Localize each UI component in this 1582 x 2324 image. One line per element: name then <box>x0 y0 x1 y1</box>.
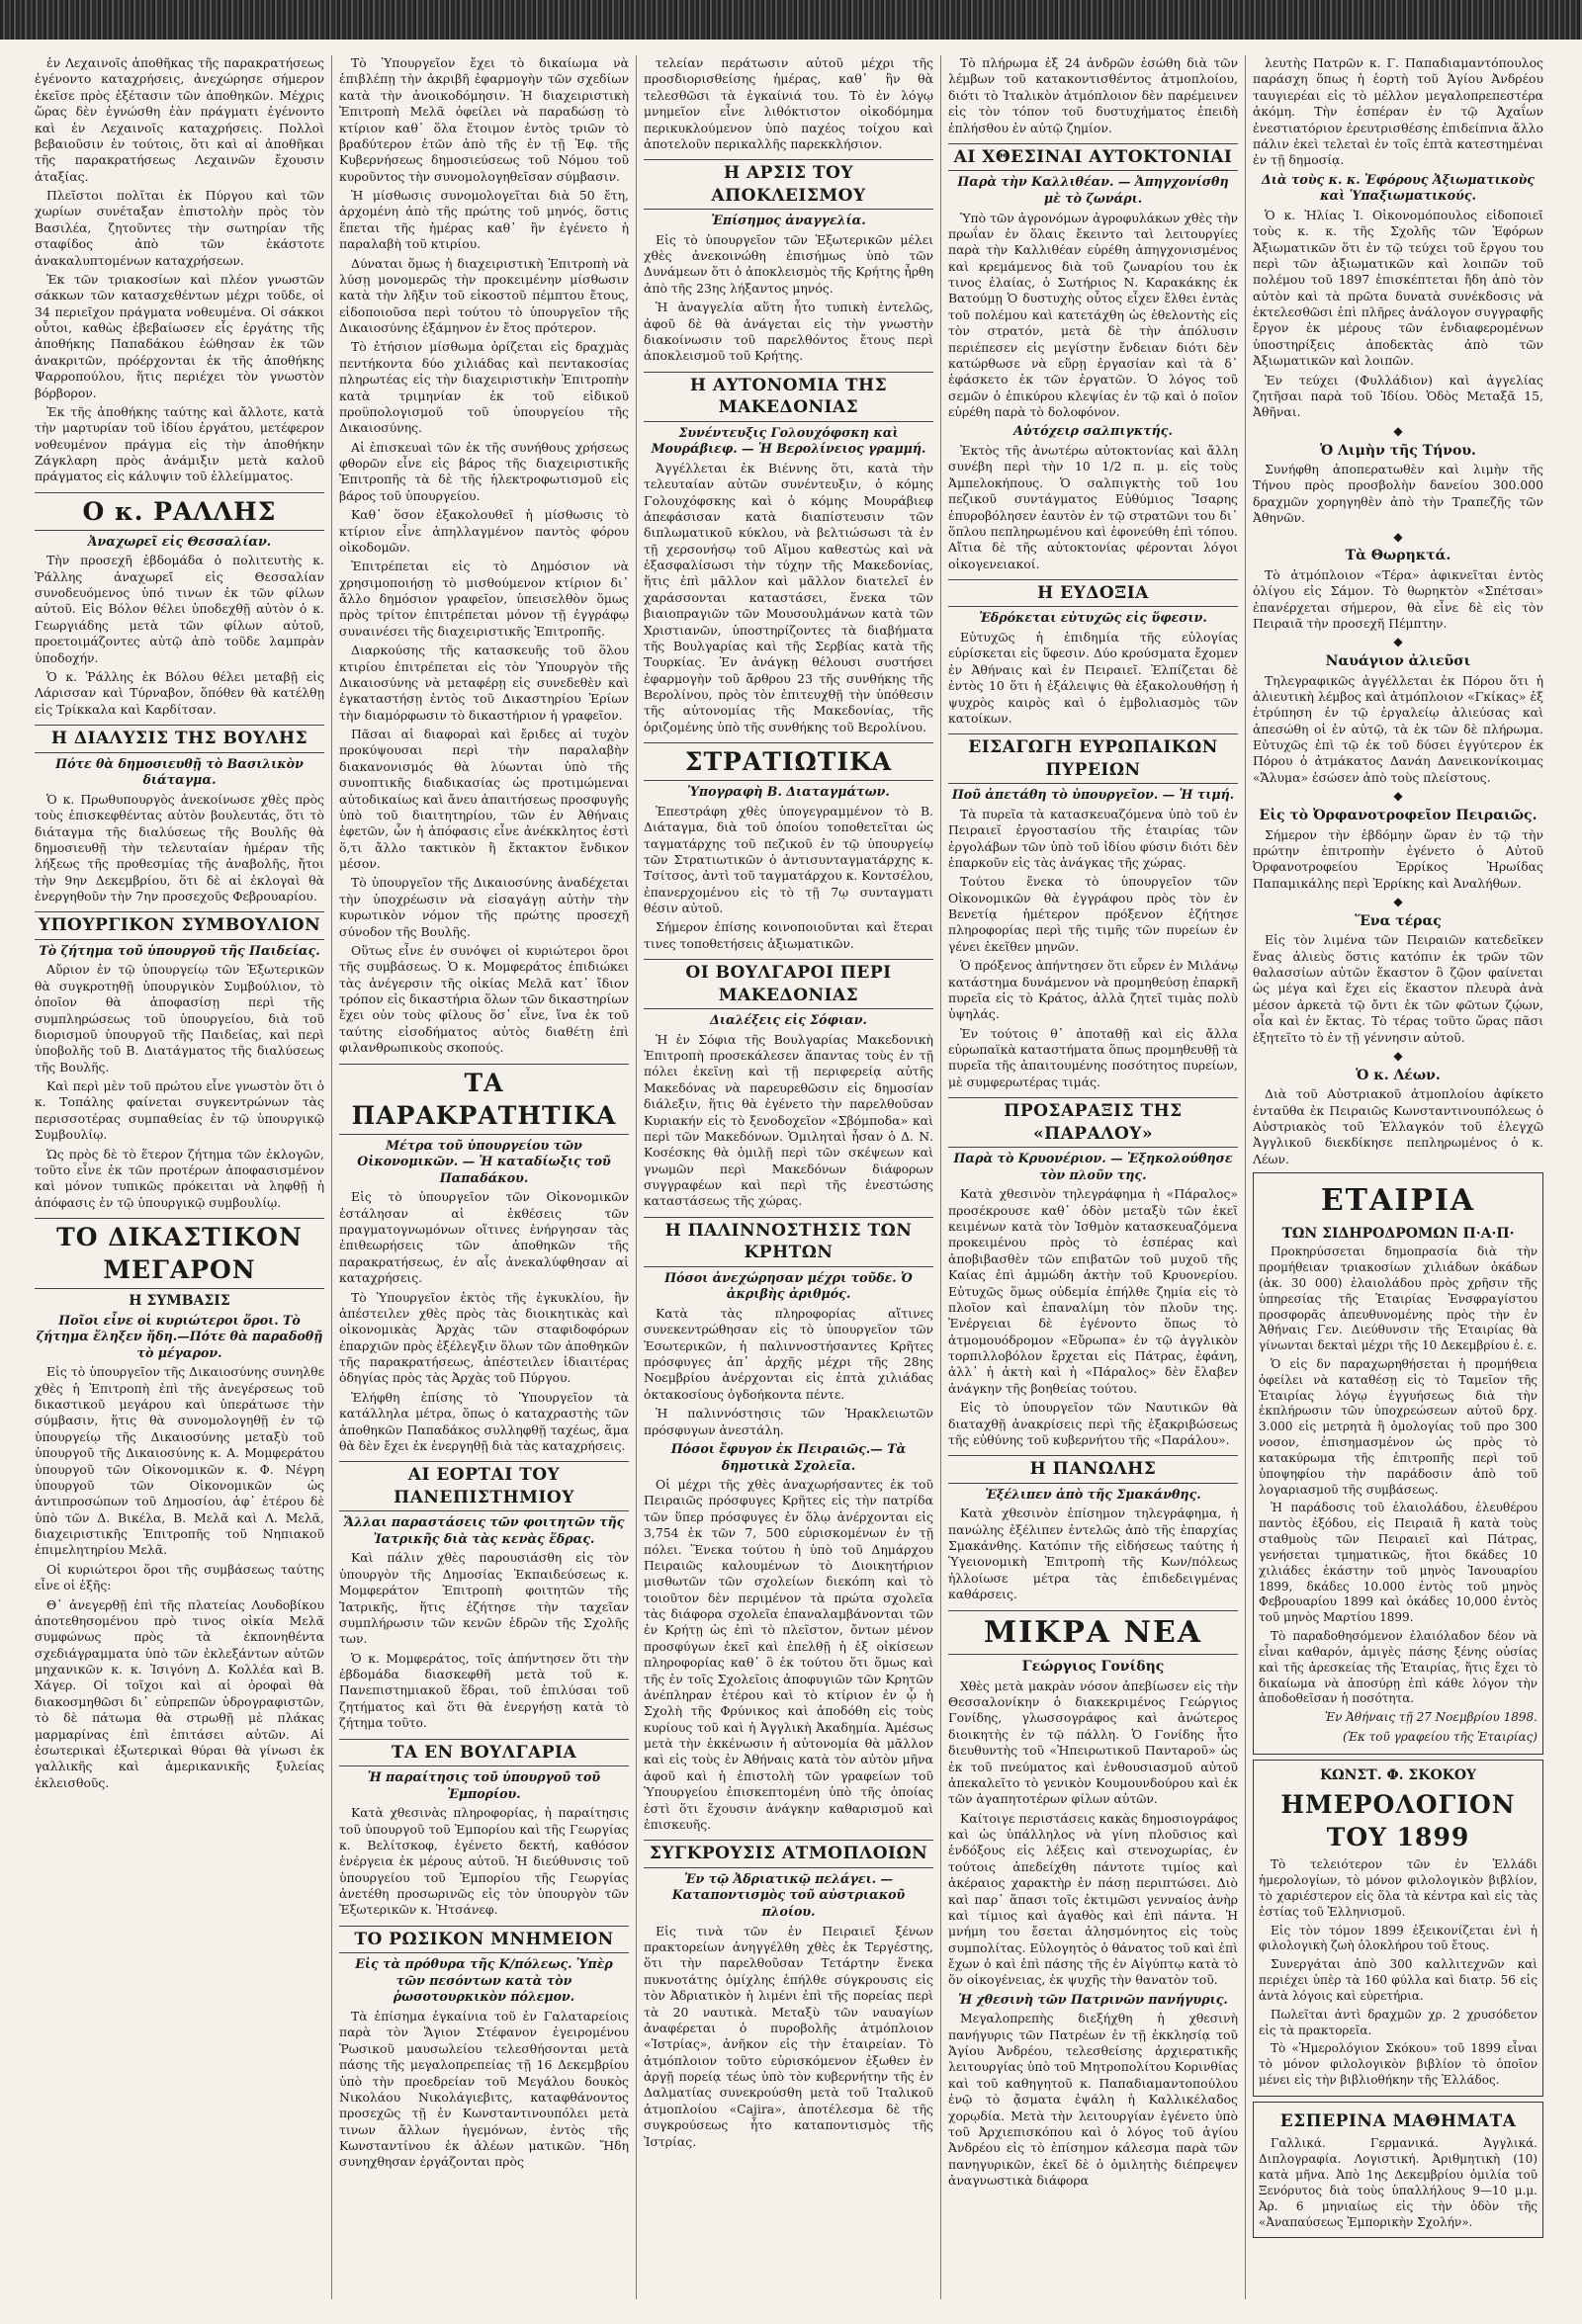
article-text: Κατὰ χθεσινὸν ἐπίσημον τηλεγράφημα, ἡ πανώλης ἐξέλιπεν ἐντελῶς ἀπὸ τῆς ἐπαρχίας Σμακάνθης. Κατόπιν τῆς εἰδήσεως ταύτης ἡ Ὑγειονομικὴ Ἐπιτροπὴ τῆς Κων/πόλεως ἠλλοίωσε μέτρα τὰς ἐπιδεδειγμένας καθάρσεις. <box>948 1506 1238 1602</box>
article-text: Εἰς τὸ ὑπουργεῖον τῶν Ἐξωτερικῶν μέλει χθὲς ἀνεκοινώθη ἐπισήμως ὑπὸ τῶν Δυνάμεων ὅτι ὁ ἀποκλεισμὸς τῆς Κρήτης ἦρθη ἀπὸ τῆς 23ης λήξαντος μηνός. <box>644 231 933 296</box>
headline-stratiotika: ΣΤΡΑΤΙΩΤΙΚΑ <box>644 742 933 781</box>
diamond-separator-icon: ◆ <box>1393 789 1403 804</box>
article-text: Ἐπιτρέπεται εἰς τὸ Δημόσιον νὰ χρησιμοποιήσῃ τὸ μισθούμενον κτίριον δι᾽ ἄλλο δημόσιον γραφεῖον, ὑπεισελθὸν ὅμως πρὸς τρίτον ἐπιτρέπεται μόνον τῇ ἐγγράφῳ συναινέσει τῆς διαχειριστικῆς Ἐπιτροπῆς. <box>339 559 629 639</box>
brief-title: Εἰς τὸ Ὀρφανοτροφεῖον Πειραιῶς. <box>1259 808 1538 824</box>
article-text: Εἰς τὸ ὑπουργεῖον τῆς Δικαιοσύνης συνηλθε χθὲς ἡ Ἐπιτροπὴ ἐπὶ τῆς ἀνεγέρσεως τοῦ δικαστικοῦ μεγάρου καὶ ὑπεράτωσε τὴν σύμβασιν, ἥτις θὰ συνομολογηθῇ ἐν τῷ ὑπουργείῳ τῆς Δικαιοσύνης μεταξὺ τοῦ ὑπουργοῦ τῆς Δικαιοσύνης κ. Α. Μομφεράτου ὑπουργοῦ τῶν Οἰκονομικῶν κ. Φ. Νέγρη ὑπουργοῦ τῶν Οἰκονομικῶν ὡς ἀντιπροσώπων τοῦ Δημοσίου, ἀφ᾽ ἑτέρου δὲ ὑπὸ τῶν Δ. Βικέλα, Β. Μελᾶ καὶ Λ. Μελᾶ, διαχειριστικῆς Ἐπιτροπῆς τοῦ Νηπιακοῦ ἐπιμελητηρίου Μελᾶ. <box>35 1364 324 1558</box>
article-text: Οὕτως εἶνε ἐν συνόψει οἱ κυριώτεροι ὅροι τῆς συμβάσεως. Ὁ κ. Μομφεράτος ἐπιδιώκει τὰς ἀνέγερσιν τῆς οἰκίας Μελᾶ κατ᾽ ἴδιον τρόπον εἰς δικαστήρια ὅλων τῶν δικαστηρίων ἔχει οὐν τοὺς φίλους ὅσ᾽ εἶνε, ἵνα ἐκ τοῦ ταύτης εἰσοδήματος αὐτὸς διαθέτῃ ἐπὶ φιλανθρωπικοὺς σκοπούς. <box>339 942 629 1056</box>
article-text: Καίτοιγε περιστάσεις κακὰς δημοσιογράφος καὶ ὡς ὑπάλληλος νὰ γίνη πλοῦσιος καὶ ἐνδόξους εἰς λέξεις καὶ στενοχωρίας, ἐν τούτοις ἀπεδείχθη πάντοτε τιμίος καὶ ἀκέραιος χαρακτὴρ ἐν πάσῃ περιπτώσει. Διὸ καὶ παρ᾽ ἅπασι τοῖς ἐκτιμῶσι γενναίος ἀνὴρ καὶ τίμιος καὶ ἀγαθὸς καὶ ἐπὶ πάντα. Ἡ μνήμη του ἔσεται ἀλησμόνητος εἰς τοὺς συμπολίτας. Εὐλογητὸς ὁ θάνατος τοῦ καὶ ἐπὶ ἔχων ὁ καὶ ἐπὶ πάσης τῆς ἐν Αἰγύπτῳ κατὰ τὸ ὅν οἰκογένειας, ἐκ ψυχῆς τὴν θανατὸν τοῦ. <box>948 1810 1238 1988</box>
article-text: Ὡς πρὸς δὲ τὸ ἕτερον ζήτημα τῶν ἐκλογῶν, τοῦτο εἶνε ἐκ τῶν προτέρων ἀποφασισμένον καὶ μόνον τυπικῶς πρόκειται νὰ ληφθῇ ἡ ἀπόφασις ἐν τῷ ὑπουργικῷ συμβουλίῳ. <box>35 1146 324 1210</box>
article-text: Τὰ ἐπίσημα ἐγκαίνια τοῦ ἐν Γαλαταρείοις παρὰ τὸν Ἅγιον Στέφανον ἐγειρομένου Ῥωσικοῦ μαυσωλείου τελεσθήσονται μετὰ πάσης τῆς μεγαλοπρεπείας τῇ 16 Δεκεμβρίου ὑπὸ τὴν προεδρείαν τοῦ Μεγάλου δουκὸς Νικολάου Νικολάγιεβιτς, καταφθάνοντος προσεχῶς τῇ ἐν Κωνσταντινουπόλει μετὰ τινων ἄλλων ἡγεμόνων, ἐντὸς τῆς Κωνσταντίνου ἐκ ἁλέων ματικῶν. Ἤδη συνηχθησαν ἐργάζονται πρὸς <box>339 2009 629 2170</box>
article-text: Κατὰ τὰς πληροφορίας αἵτινες συνεκεντρώθησαν εἰς τὸ ὑπουργεῖον τῶν Ἐσωτερικῶν, ἡ παλιννοστήσαντες Κρῆτες πρόσφυγες ἀπ᾽ ἀρχῆς μέχρι τῆς 28ης Νοεμβρίου ἀνέρχονται εἰς ἑπτὰ χιλιάδας ὀκτακοσίους ὀγδοήκοντα πέντε. <box>644 1305 933 1402</box>
subheadline: Μέτρα τοῦ ὑπουργείου τῶν Οἰκονομικῶν. — Ἡ καταδίωξις τοῦ Παπαδάκου. <box>357 1137 611 1185</box>
article-text: Ὁ κ. Ῥάλλης ἐκ Βόλου θέλει μεταβῇ εἰς Λάρισσαν καὶ Τύρναβον, ὅπόθεν θὰ κατέλθῃ εἰς Τρίκκαλα καὶ Καρδίτσαν. <box>35 668 324 717</box>
article-text: Τὸ ἀτμόπλοιον «Τέρα» ἀφικνεῖται ἐντὸς ὀλίγου εἰς Σάμον. Τὸ θωρηκτὸν «Σπέτσαι» ἐπανέρχεται σήμερον, θὰ εἶνε δὲ εἰς τὸν Πειραιᾶ τὴν προσεχῆ Πέμπτην. <box>1253 566 1543 631</box>
ad-text: Τὸ «Ἡμερολόγιον Σκόκου» τοῦ 1899 εἶναι τὸ μόνον φιλολογικὸν βιβλίον τὸ ὁποῖον μένει εἰς τὴν βιβλιοθήκην τῆς Ἑλλάδος. <box>1259 2041 1538 2088</box>
article-text: Αἱ ἐπισκευαὶ τῶν ἐκ τῆς συνήθους χρήσεως φθορῶν εἶνε εἰς βάρος τῆς διαχειριστικῆς Ἐπιτροπῆς τὰ δὲ τῆς ἡλεκτροφωτισμοῦ εἰς βάρος τοῦ ὑπουργείου. <box>339 439 629 503</box>
article-text: Σήμερον ἐπίσης κοινοποιοῦνται καὶ ἕτεραι τινες τοποθετήσεις ἀξιωματικῶν. <box>644 919 933 951</box>
article-text: Τὰ πυρεῖα τὰ κατασκευαζόμενα ὑπὸ τοῦ ἐν Πειραιεῖ ἐργοστασίου τῆς ἐταιρίας τῶν ἐργολάβων τῶν ὑπὸ τοῦ ἰδίου φύσιν διότι δὲν ἐπαρκοῦν εἰς τὰς ἀνάγκας τῆς χώρας. <box>948 806 1238 870</box>
headline-voulgaroi-makedonias: ΟΙ ΒΟΥΛΓΑΡΟΙ ΠΕΡΙ ΜΑΚΕΔΟΝΙΑΣ <box>644 959 933 1009</box>
subheadline: Ὑπογραφὴ Β. Διαταγμάτων. <box>687 784 890 800</box>
article-text: Ἐν τούτοις θ᾽ ἀποταθῇ καὶ εἰς ἄλλα εὐρωπαϊκὰ καταστήματα ὅπως προμηθευθῇ τὰ πυρεῖα τῆς ἀπαιτουμένης ποσότητος πυρείων, μὲ συμφερωτέρας τιμάς. <box>948 1025 1238 1089</box>
article-text: Οἱ μέχρι τῆς χθὲς ἀναχωρήσαντες ἐκ τοῦ Πειραιῶς πρόσφυγες Κρῆτες εἰς τὴν πατρίδα τῶν ὕπερ πρόσφυγες ἐν ὅλῳ ἀνέρχονται εἰς 3,754 ἐκ τῶν 7, 500 εὑρισκομένων ἐν τῇ πόλει. Ἕνεκα τούτου ἡ ὑπὸ τοῦ Δημάρχου Πειραιῶς καλουμένων τὸ Διοικητήριον μισθωτῶν τῶν σχολείων διεκόπη καὶ τὸ τοιοῦτον δὲν περιμένον τὰ πρώτα σχολεῖα τὰς διάφορα σχολεῖα ἐπαναλαμβάνονται τῶν ἐν Κρήτῃ ὡς ἐπὶ τὸ πλεῖστον, ὄντων μένον προσφύγων ἐκεῖ καὶ ἐπελθῇ ἡ ἐξ οἰκίσεων πληροφορίας καθ᾽ ὃ ἐκ τούτου ὅτι ὅμως καὶ τῆς ἐν τοῖς Σχολεῖοις ἀποφυγιῶν τῶν Κρητῶν ἀνέπληραν ἐτέρου καὶ τὸ κτίριον ἐν ᾧ ἡ Σχολὴ τῆς Φρύνικος καὶ ἀποδόθη εἰς τοὺς κυρίους τοῦ καὶ ἡ Ἀγγλικὴ Ἀκαδημία. Ἀμέσως μετὰ τὴν ἐκκένωσιν ἡ αὐτονομία θὰ μᾶλλον καὶ εἰς τοὺς ἐν Ἀθήναις κατὰ τὸν αὐτὸν μῆνα ἀφοῦ καὶ ἡ ἐπιστολὴ τῶν γραφείων τοῦ Ὑπουργείου ἐπισκεπτομένη ὑπὸ τῆς ὁποίας ἐστὶ ὅτι ἔχουσιν ἀνάγκην καθαρισμοῦ καὶ ἐπισκευῆς. <box>644 1477 933 1832</box>
article-text: Εἰς τὸ ὑπουργεῖον τῶν Οἰκονομικῶν ἐστάλησαν αἱ ἐκθέσεις τῶν πραγματογνωμόνων οἵτινες ἐνήργησαν τὰς ἐπιθεωρήσεις τῶν ἀποθηκῶν τῆς παρακρατήσεως, ἐν αἷς ἀνεκαλύφθησαν αἱ καταχρήσεις. <box>339 1189 629 1286</box>
headline-mikra-nea: ΜΙΚΡΑ ΝΕΑ <box>948 1610 1238 1656</box>
headline-autonomia-makedonias: Η ΑΥΤΟΝΟΜΙΑ ΤΗΣ ΜΑΚΕΔΟΝΙΑΣ <box>644 372 933 422</box>
article-text: λευτὴς Πατρῶν κ. Γ. Παπαδιαμαντόπουλος παράσχη ὅπως ἡ ἑορτὴ τοῦ Ἁγίου Ἀνδρέου ταυγιερέαι εἰς τὸ μέλλον μεγαλοπρεπεστέρα ἀκόμη. Τὴν ἑσπέραν ἐν τῷ Ἀχαΐων ἐνεστιατόριον ἐρευτρισθέσης ἐπιδείπνια ἄλλο πάλιν ἐκεὶ τελεταὶ ἐν τοῖς ἑπτὰ κατεστημέναι ἐν τῇ δημοσίᾳ. <box>1253 55 1543 168</box>
article-text: Σήμερον τὴν ἑβδόμην ὥραν ἐν τῷ τὴν πρώτην ἐπιτροπὴν ἐγένετο ὁ Αὐτοῦ Ὀρφανοτροφείου Ἐρρίκος Ἡρωίδας Παπαμικάλης περὶ Ἐρρίκης καὶ Ἀναλήθων. <box>1253 826 1543 891</box>
article-text: Ἐν τεύχει (Φυλλάδιον) καὶ ἀγγελίας ζητῆσαι παρὰ τοῦ Ἰδίου. Ὁδὸς Μεταξᾶ 15, Ἀθῆναι. <box>1253 372 1543 420</box>
ad-text: Γαλλικά. Γερμανικά. Ἀγγλικά. Διπλογραφία. Λογιστική. Ἀριθμητικὴ (10) κατὰ μῆνα. Ἀπὸ 1ης Δεκεμβρίου ὁμιλία τοῦ Ξενόρυτος διὰ τοὺς ὑπαλλήλους 9—10 μ.μ. Ἀρ. 6 μηνιαίως εἰς τὴν ὁδὸν τῆς «Ἀναπαύσεως Ἐμπορικὴν Σχολήν». <box>1259 2136 1538 2229</box>
diamond-separator-icon: ◆ <box>1393 529 1403 544</box>
diamond-separator-icon: ◆ <box>1393 635 1403 649</box>
ad-title: ΕΣΠΕΡΙΝΑ ΜΑΘΗΜΑΤΑ <box>1279 2110 1517 2131</box>
article-text: Ἀγγέλλεται ἐκ Βιέννης ὅτι, κατὰ τὴν τελευταίαν αὐτῶν συνέντευξιν, ὁ κόμης Γολουχόφσκης καὶ ὁ κόμης Μουράβιεφ ἀπεφάσισαν κατὰ διαπίστευσιν τῶν διπλωματικοῦ κύκλου, νὰ βελτιώσωσι τὰ ἐν τῇ χερσονήσῳ τοῦ Αἵμου καθεστὼς καὶ νὰ ἐξασφαλίσωσι τὴν τύχην τῆς Μακεδονίας, ἥτις ἐπὶ μᾶλλον καὶ μᾶλλον διατελεῖ ἐν χαράσσονται καταστάσει, ἕνεκα τῶν βιαιοπραγιῶν τῶν Μουσουλμάνων κατὰ τῶν Χριστιανῶν, ὑποστηρίζοντες τὰ διαβήματα τῆς Βουλγαρίας καὶ τῆς Σερβίας κατὰ τῆς Τουρκίας. Ἐν ἀνάγκῃ θέλουσι συστήσει ἐφαρμογὴν τοῦ ἄρθρου 23 τῆς συνθήκης τῆς Βερολίνου, πρὸς τὸν ἐπιτευχθῇ τὴν ὑπόθεσιν τῆς αὐτονομίας τῆς Μακεδονίας, τῆς ὁριζομένης ὑπὸ τῆς συνθήκης τοῦ Βερολίνου. <box>644 460 933 734</box>
diamond-separator-icon: ◆ <box>1393 1048 1403 1063</box>
article-text: Ἐκ τῶν τριακοσίων καὶ πλέον γνωστῶν σάκκων τῶν κατασχεθέντων μέχρι τοῦδε, οἱ 34 περιεῖχον πράγματα νοθευμένα. Οἱ σάκκοι οὗτοι, καθὼς ἐβεβαίωσεν εἷς ἐργάτης τῆς ἀποθήκης Παπαδάκου ἐώθησαν ἐκ τῶν ἀνακριτῶν, πρόέρχονται ἐκ τῆς ἀποθήκης Ψαρροπούλου, ἥτις περιέχει τὸν γνωστὸν βόρβορον. <box>35 271 324 400</box>
article-text: Τὸ ὑπουργεῖον τῆς Δικαιοσύνης ἀναδέχεται τὴν ὑποχρέωσιν νὰ εἰσαγάγῃ αὐτὴν τὴν κυρωτικὸν νόμον τῆς πρώτης προσεχῆ σύνοδον τῆς Βουλῆς. <box>339 875 629 939</box>
subheadline: Εἰς τὰ πρόθυρα τῆς Κ/πόλεως. Ὑπὲρ τῶν πεσόντων κατὰ τὸν ῥωσοτουρκικὸν πόλεμον. <box>355 1956 613 2005</box>
headline-eisagogi-pyreion: ΕΙΣΑΓΩΓΗ ΕΥΡΩΠΑΙΚΩΝ ΠΥΡΕΙΩΝ <box>948 733 1238 784</box>
column-2 <box>332 55 637 2299</box>
article-text: Ἡ μίσθωσις συνομολογεῖται διὰ 50 ἔτη, ἀρχομένη ἀπὸ τῆς πρώτης τοῦ μηνός, ὅστις ἕπεται τῆς ἡμέρας καθ᾽ ἣν ἐγένετο ἡ παραλαβὴ τοῦ κτιρίου. <box>339 188 629 252</box>
subheadline: Πότε θὰ δημοσιευθῇ τὸ Βασιλικὸν διάταγμα. <box>55 755 304 788</box>
article-text: Θ᾽ ἀνεγερθῇ ἐπὶ τῆς πλατείας Λουδοβίκου ἀποτεθησομένου πρὸ τινος οἰκία Μελᾶ συμφώνως πρὸς τὰ ἐκπονηθέντα σχεδιάγραμματα ὑπὸ τῶν ἐκλεξάντων αὐτῶν μηχανικῶν κ. κ. Ἰσιγόνη Δ. Κολλέα καὶ Β. Χάγερ. Οἱ τοῖχοι καὶ αἱ ὀροφαὶ θὰ διακοσμηθῶσι δι᾽ εὐπρεπῶν ὑδρογραφιστῶν, τὸ δὲ πάτωμα θὰ στρωθῇ μὲ πλάκας μαρμαρίνας ἐπὶ ἐπιτάσει αὐτῶν. Αἱ ἐσωτερικαὶ ἐξωτερικαὶ θύραι θὰ γίνωσι ἐκ γαλλικῆς καὶ ἀμερικανικῆς ξυλείας ἐκλεισθοῦς. <box>35 1596 324 1790</box>
article-text: Δύναται ὅμως ἡ διαχειριστικὴ Ἐπιτροπὴ νὰ λύσῃ μονομερῶς τὴν προκειμένην μίσθωσιν κατὰ τὴν λῆξιν τοῦ εἰκοστοῦ πέμπτου ἔτους, εἰδοποιοῦσα περὶ τούτου τὸ ὑπουργεῖον τῆς Δικαιοσύνης ἑξάμηνον ἐν ἔτος πρότερον. <box>339 255 629 335</box>
article-text: Συνήφθη ἀποπερατωθὲν καὶ λιμὴν τῆς Τήνου πρὸς προσβολὴν δανείου 300.000 δραχμῶν χορηγηθὲν ἀπὸ τὴν Τραπεζῆς τῶν Ἀθηνῶν. <box>1253 462 1543 526</box>
article-text: Τὸ ἐτήσιον μίσθωμα ὁρίζεται εἰς δραχμὰς πεντήκοντα δύο χιλιάδας καὶ πεντακοσίας πληρωτέας εἰς τὴν διαχειριστικὴν Ἐπιτροπὴν κατὰ τριμηνίαν ἐκ τοῦ εἰδικοῦ προϋπολογισμοῦ τοῦ ὑπουργείου τῆς Δικαιοσύνης. <box>339 339 629 436</box>
article-text: Ἐκ τῆς ἀποθήκης ταύτης καὶ ἄλλοτε, κατὰ τὴν μαρτυρίαν τοῦ ἰδίου ἐργάτου, μετέφερον νοθευμένον πράγμα εἰς τὴν ἀποθήκην Ζάγκλαρη πρὸς ἀνάμιξιν μετὰ καλοῦ πράγματος εἰς κάλυψιν τοῦ ἐλλείμματος. <box>35 403 324 484</box>
headline-ypourgikon-symvoulion: ΥΠΟΥΡΓΙΚΟΝ ΣΥΜΒΟΥΛΙΟΝ <box>35 911 324 939</box>
article-text: Ὑπὸ τῶν ἀγρονόμων ἀγροφυλάκων χθὲς τὴν πρωΐαν ἐν ὅλαις ἔκειντο ταὶ λειτουργίες παρὰ τὴν Καλλιθέαν εὑρέθη ἀπηγχονισμένος καὶ κρεμάμενος διὰ τοῦ ζωναρίου του ἐκ τινος ἐλαίας, ὁ Σωτήριος Ν. Καρακάκης ἐκ Βατούμῃ Ὁ δυστυχὴς οὗτος εἶχεν ἔλθει ἐντὰς τοῦ πολέμου καὶ κατετάχθη ὡς ἐθελοντὴς εἰς τὸν στρατόν, μετὰ δὲ τὴν ἀπόλυσιν περιέπεσεν εἰς μεγίστην ἔνδειαν διότι δὲν κατώρθωσε νὰ εὕρῃ ἐργασίαν καὶ τὰ δ᾽ ἐφάσκετο ἐκ τῶν ἐργατῶν. Ὁ λόγος τοῦ σεμῶν ὁ ἐπικύρου κλεψίας ἐν τῷ καὶ ὁ ποῖον εὑρέθη παρὰ τὸ δολοφόνον. <box>948 210 1238 420</box>
article-text: Διὰ τοῦ Αὐστριακοῦ ἀτμοπλοίου ἀφίκετο ἐνταῦθα ἐκ Πειραιῶς Κωνσταντινουπόλεως ὁ Αὐστριακὸς τοῦ Ἐλλαγκόν τοῦ ἐλεγχῶ Ἀγγλικοῦ διεκδίκησε πεπληρωμένος ὁ κ. Λέων. <box>1253 1086 1543 1166</box>
headline-eortai-panepistimiou: ΑΙ ΕΟΡΤΑΙ ΤΟΥ ΠΑΝΕΠΙΣΤΗΜΙΟΥ <box>339 1461 629 1511</box>
article-text: Τὸ πλήρωμα ἐξ 24 ἀνδρῶν ἐσώθη διὰ τῶν λέμβων τοῦ κατακοντισθέντος ἀτμοπλοίου, διότι τὸ Ἰταλικὸν ἀτμόπλοιον δὲν παρέμεινεν εἰς τὸν τόπον τοῦ δυστυχήματος ἐπειδὴ ἐπλήσθου ἐν αὐτῷ ζημίον. <box>948 55 1238 135</box>
article-text: Τὴν προσεχῆ ἑβδομάδα ὁ πολιτευτὴς κ. Ῥάλλης ἀναχωρεῖ εἰς Θεσσαλίαν συνοδευόμενος ὑπό τινων ἐκ τῶν φίλων αὐτοῦ. Εἰς Βόλον θέλει ὑποδεχθῇ αὐτὸν ὁ κ. Γεωργιάδης μετὰ τῶν φίλων αὐτοῦ, προετοιμάζοντες αὐτῷ ἀπὸ τοῦδε λαμπρὰν ὑποδοχήν. <box>35 553 324 665</box>
subheadline: Πόσοι ἀνεχώρησαν μέχρι τοῦδε. Ὁ ἀκριβὴς ἀριθμός. <box>664 1269 913 1302</box>
brief-title: Ἕνα τέρας <box>1355 912 1442 929</box>
article-text: Καὶ περὶ μὲν τοῦ πρώτου εἶνε γνωστὸν ὅτι ὁ κ. Τοπάλης φαίνεται συγκεντρώνων τὰς περισσοτέρας συμπαθείας ἐν τῷ ὑπουργικῷ Συμβουλίῳ. <box>35 1078 324 1143</box>
article-text: Πᾶσαι αἱ διαφοραὶ καὶ ἔριδες αἱ τυχὸν προκύψουσαι περὶ τὴν παραλαβὴν διακανονισμός θὰ λύωνται ὑπὸ τῆς συνοπτικῆς διαδικασίας ὡς προτιμώμεναι αὐτοδικαίως καὶ ἄνευ ἀπαιτήσεως προσφυγῆς ὑπὸ τοῦ διαιτητηρίου, τῶν ἐν Ἀθήναις ἐφετῶν, ὧν ἡ ἀπόφασις εἶνε ἀνέκκλητος ἐστὶ ὅ,τι ἄλλο τακτικὸν ἢ ἔκτακτον ἔνδικον μέσον. <box>339 727 629 871</box>
subheadline: Τὸ ζήτημα τοῦ ὑπουργοῦ τῆς Παιδείας. <box>39 942 320 958</box>
advertisement-imerologion <box>1253 1760 1543 2097</box>
subheadline: Ποῖοι εἶνε οἱ κυριώτεροι ὅροι. Τὸ ζήτημα ἔληξεν ἤδη.—Πότε θὰ παραδοθῇ τὸ μέγαρον. <box>36 1312 323 1360</box>
article-text: Ἐπεστράφη χθὲς ὑπογεγραμμένον τὸ Β. Διάταγμα, διὰ τοῦ ὁποίου τοποθετεῖται ὡς ταγματάρχης τοῦ πεζικοῦ ἐν τῷ ὑπουργείῳ τῶν Στρατιωτικῶν ὁ ἀντισυνταγματάρχης κ. Τσίτσος, ἀντὶ τοῦ ταγματάρχου κ. Κοντσέλου, ἐπανερχομένου εἰς τὸ τῇ 7ῳ συνταγματι θέσιν αὐτοῦ. <box>644 803 933 916</box>
article-text: Καὶ πάλιν χθὲς παρουσιάσθη εἰς τὸν ὑπουργὸν τῆς Δημοσίας Ἐκπαιδεύσεως κ. Μομφεράτον Ἐπιτροπὴ φοιτητῶν τῆς Ἰατρικῆς, ἥτις ἐζήτησε τὴν ταχεῖαν συμπλήρωσιν τῶν κενῶν ἑδρῶν τῆς Σχολῆς των. <box>339 1550 629 1647</box>
article-text: Εὐτυχῶς ἡ ἐπιδημία τῆς εὐλογίας εὑρίσκεται εἰς ὕφεσιν. Δύο κρούσματα ἔχομεν ἐν Ἀθήναις καὶ ἐν Πειραιεῖ. Ἐλπίζεται δὲ ἐντὸς 10 ὅτι ἡ ἐξάλειψις θὰ ἐξακολουθήσῃ ἡ ψυχρὸς καιρὸς καὶ ὁ ἐμβολιασμὸς τῶν κατοίκων. <box>948 630 1238 726</box>
article-text: Ἡ ἀναγγελία αὕτη ἦτο τυπικὴ ἐντελῶς, ἀφοῦ δὲ θὰ ἀνάγεται εἰς τὴν γνωστὴν διακοίνωσιν τοῦ παρελθόντος ἔτους περὶ ἀποκλεισμοῦ τοῦ Κρήτης. <box>644 300 933 364</box>
ad-publisher: ΚΩΝΣΤ. Φ. ΣΚΟΚΟΥ <box>1319 1766 1477 1783</box>
article-text: Τηλεγραφικῶς ἀγγέλλεται ἐκ Πόρου ὅτι ἡ ἀλιευτικὴ λέμβος καὶ ἀτμόπλοιον «Γκίκας» ἐξ ἐτρύπηση ἐν τῷ ἐργαλείῳ ἀλιεύσας καὶ ἀπεσώθη οἱ ἐν αὐτῷ, τὰ ἐκ τῶν δὲ πλήρωμα. Εὐτυχῶς ἐπὶ τῷ ἐκ τοῦ δύσει ἐγγύτερον ἐκ Πόρου ὁ ἀτμάκατος Δανάη Δανεικονίκοιμας «Ἄλυμα» ἐσώσεν ἀπὸ τοὺς πλείστους. <box>1253 672 1543 785</box>
headline-rallis: Ο κ. ΡΑΛΛΗΣ <box>35 492 324 531</box>
ad-text: Πωλεῖται ἀντὶ δραχμῶν χρ. 2 χρυσόδετον εἰς τὰ πρακτορεῖα. <box>1259 2007 1538 2037</box>
article-text: Μεγαλοπρεπὴς διεξήχθη ἡ χθεσινὴ πανήγυρις τῶν Πατρέων ἐν τῇ ἐκκλησίᾳ τοῦ Ἁγίου Ἀνδρέου, τελεσθείσης ἀρχιερατικῆς λειτουργίας ὑπὸ τοῦ Μητροπολίτου Κορινθίας καὶ τοῦ καθηγητοῦ κ. Παπαδιαμαντοπούλου ἐνῷ τὸ ᾄσματα ἐψάλη ἡ Καλλικέλαδος χορῳδία. Μετὰ τὴν λειτουργίαν ἐγένετο ὑπὸ τοῦ Ἀρχιεπισκόπου καὶ ὁ λόγος τοῦ ἁγίου Ἀνδρέου εἰς τὸ ἐπίσημον κάλεσμα παρὰ τῶν πανηγυρικῶν, ἐκεῖ δὲ ὁ ὁμιλητὴς διέπρεψεν ἀναγνωστικὰ διάφορα <box>948 2011 1238 2189</box>
article-text: Τὸ Ὑπουργεῖον ἔχει τὸ δικαίωμα νὰ ἐπιβλέπῃ τὴν ἀκριβῆ ἐφαρμογὴν τῶν σχεδίων κατὰ τὴν ἀνοικοδόμησιν. Ἡ διαχειριστικὴ Ἐπιτροπὴ Μελᾶ ὀφείλει νὰ παραδώσῃ τὸ κτίριον καθ᾽ ὅλα ἕτοιμον ἐντὸς τριῶν τὸ βραδύτερον ἐτῶν ἀπὸ τῆς ἐν τῇ Ἐφ. τῆς Κυβερνήσεως δημοσιεύσεως τοῦ Νόμου τοῦ κυροῦντος τὴν συνομολογηθεῖσαν σύμβασιν. <box>339 55 629 184</box>
article-text: ἐν Λεχαινοῖς ἀποθῆκας τῆς παρακρατήσεως ἐγένοντο καταχρήσεις, ἀνεχώρησε σήμερον ἐκεῖσε πρὸς ἐξέτασιν τῶν ἀποθηκῶν. Μέχρις ὥρας δὲν ἐγνώσθη ἐὰν πράγματι ἐγένοντο καὶ ἐν Λεχαινοῖς καταχρήσεις. Πολλοὶ βεβαιοῦσιν ἐν τούτοις, ὅτι καὶ αἱ ἀποθῆκαι τῆς παρακρατήσεως Λεχαινῶν ἔχουσιν ἀταξίας. <box>35 55 324 184</box>
article-text: Χθὲς μετὰ μακρὰν νόσον ἀπεβίωσεν εἰς τὴν Θεσσαλονίκην ὁ διακεκριμένος Γεώργιος Γονίδης, γλωσσογράφος καὶ ἀνώτερος διοικητὴς ἐν τῷ πάλλη. Ὁ Γονίδης ἦτο διευθυντὴς τοῦ «Ἠπειρωτικοῦ Πανταροῦ» ὡς ἐκ τοῦ πνεύματος καὶ ἐνθουσιασμοῦ αὐτοῦ ἀπεκαλεῖτο τὸ γενικὸν Κουμουνδούρου καὶ ἐκ τῶν ἀγαπητοτέρων φίλων αὐτῶν. <box>948 1678 1238 1807</box>
ad-text: Τὸ τελειότερον τῶν ἐν Ἑλλάδι ἡμερολογίων, τὸ μόνον φιλολογικὸν βιβλίον, τὸ χαριέστερον εἰς ὅλα τὰ κέντρα καὶ εἰς τὰς ἐστίας τοῦ Ἑλληνισμοῦ. <box>1259 1857 1538 1919</box>
ad-text: Ἡ παράδοσις τοῦ ἐλαιολάδου, ἐλευθέρου παντὸς ἐξόδου, εἰς Πειραιᾶ ἢ κατὰ τοὺς σταθμοὺς τῶν Πειραιεῖ καὶ Πάτρας, γενήσεται τμηματικῶς, ἤτοι δκάδες 10 χιλιάδες ἑκάστην τοῦ μηνὸς Ἰανουαρίου 1899, δκάδες 10.000 ἐντὸς τοῦ μηνὸς Φεβρουαρίου 1899 καὶ ὀκάδες 10,000 ἐντὸς τοῦ μηνὸς Μαρτίου 1899. <box>1259 1501 1538 1625</box>
headline-en-voulgaria: ΤΑ ΕΝ ΒΟΥΛΓΑΡΙΑ <box>339 1739 629 1766</box>
article-text: Κατὰ χθεσινὸν τηλεγράφημα ἡ «Πάραλος» προσέκρουσε καθ᾽ ὁδὸν μεταξὺ τῶν ἐκεῖ κειμένων κατὰ τὸν Ἰσθμὸν κατασκευαζόμενα προκειμένου πρὸς τὸ ἑσπέρας καὶ ἀποβιβασθὲν τῶν επιβατῶν τοῦ μυχοῦ τῆς Καίας ἐπὶ ἀμμώδη ἀκτὴν τοῦ Κρυονερίου. Εὐτυχῶς ὅμως οὐδεμία ἐπήλθε ζημία εἰς τὸ πλοῖον καὶ ἐπαναλίμη τὸν πλοῦν της. Ἐνέργειαι δὲ ἐγένοντο ὅπως τὸ ἀτμομουόδρομον «Εὔρωπα» ἐν τῷ ἀγγλικὸν τορπιλλοβόλον ἔρχεται εἰς Πάτρας, ἐφάνη, ἀλλ᾽ ἡ ἀκτὴ καὶ ἡ «Πάραλος» δὲν ἔλαβεν ἀνάγκην τῆς βοηθείας τούτου. <box>948 1186 1238 1396</box>
headline-arsis-apokleismou: Η ΑΡΣΙΣ ΤΟΥ ΑΠΟΚΛΕΙΣΜΟΥ <box>644 159 933 210</box>
headline-sygkrousis-atmoploion: ΣΥΓΚΡΟΥΣΙΣ ΑΤΜΟΠΛΟΙΩΝ <box>644 1840 933 1867</box>
subheadline: Αὐτόχειρ σαλπιγκτής. <box>1013 423 1173 439</box>
article-text: Αὔριον ἐν τῷ ὑπουργείῳ τῶν Ἐξωτερικῶν θὰ συγκροτηθῇ ὑπουργικὸν Συμβούλιον, τὸ ὁποῖον θὰ ἀποφασίσῃ περὶ τῆς συμπληρώσεως τοῦ ὑπουργείου, διὰ τοῦ διορισμοῦ ὑπουργοῦ τῆς Παιδείας, καὶ περὶ ὑποβολῆς τοῦ Β. Διατάγματος τῆς διαλύσεως τῆς Βουλῆς. <box>35 962 324 1075</box>
subheadline: Ἐπίσημος ἀναγγελία. <box>711 213 866 228</box>
subheadline: Ἐδρόκεται εὐτυχῶς εἰς ὕφεσιν. <box>979 610 1207 626</box>
article-text: Ὁ κ. Μομφεράτος, τοῖς ἀπήντησεν ὅτι τὴν ἐβδομάδα διασκεφθῆ μετὰ τοῦ κ. Πανεπιστημιακοῦ ἕδραι, τοῦ ἐπιλύσαι τοῦ ζητήματος καὶ ὅτι θὰ ἐνεργήσῃ κατὰ τὸ ζήτημα τοῦτο. <box>339 1650 629 1731</box>
ad-text: Τὸ παραδοθησόμενον ἐλαιόλαδον δέον νὰ εἶναι καθαρόν, ἀμιγὲς πάσης ξένης οὐσίας καὶ τῆς ἀρεσκείας τῆς Ἑταιρίας, ἥτις ἔχει τὸ δικαίωμα νὰ ἀποσύρῃ ἐπὶ κάθε λόγον τὴν ἀποδοθεῖσαν ἡ ποσότητα. <box>1259 1629 1538 1706</box>
article-text: Ἐλήφθη ἐπίσης τὸ Ὑπουργεῖον τὰ κατάλληλα μέτρα, ὅπως ὁ καταχραστὴς τῶν ἀποθηκῶν Παπαδάκος συλληφθῇ ταχέως, ἅμα θὰ δὲν ἔχει ἐκ ἐνεργηθῇ διὰ τὰς καταχρήσεις. <box>339 1389 629 1453</box>
article-text: Εἰς τινὰ τῶν ἐν Πειραιεῖ ξένων πρακτορείων ἀνηγγέλθη χθὲς ἐκ Τεργέστης, ὅτι τὴν παρελθοῦσαν Τετάρτην ἕνεκα πυκνοτάτης ὁμίχλης ἐπήλθε σύγκρουσις εἰς τὸν Ἀδριατικὸν ἡ λιμένι ἐπὶ τῆς πορείας περὶ τὰ 20 ναυτικὰ. Μεταξὺ τῶν ναυαγίων ἀναφέρεται ὁ πυροβολῆς ἀτμόπλοιον «Ἰστρίας», ἀνῆκον εἰς τὴν ἐταιρείαν. Τὸ ἀτμόπλοιον τοῦτο εὑρισκόμενον ἐξωθεν ἐν ἀργῇ πορείᾳ τέως ὑπὸ τὸν κυβερνήτην τῆς ἐν Δαλματίας συνεκρούσθη μετὰ τοῦ Ἰταλικοῦ ἀτμοπλοίου «Cajira», ἀποτέλεσμα δὲ τῆς συγκρούσεως ἦτο καταποντισμὸς τῆς Ἰστρίας. <box>644 1923 933 2149</box>
section-label: Η ΣΥΜΒΑΣΙΣ <box>129 1293 230 1310</box>
article-text: Πλεῖστοι πολῖται ἐκ Πύργου καὶ τῶν χωρίων συνέταξαν ἐπιστολὴν πρὸς τὸν Βασιλέα, ζητοῦντες τὴν σωτηρίαν τῆς σταφίδος ἀπὸ τῶν ἑκάστοτε ἀνακαλυπτομένων καταχρήσεων. <box>35 188 324 268</box>
ad-text: Εἰς τὸν τόμον 1899 ἐξεικονίζεται ἐνὶ ἡ φιλολογικὴ ζωὴ ὁλοκλήρου τοῦ ἔτους. <box>1259 1923 1538 1953</box>
advertisement-esperina-mathimata <box>1253 2102 1543 2238</box>
headline-eudoxia: Η ΕΥΔΟΞΙΑ <box>948 579 1238 607</box>
subheadline: Πόσοι ἔφυγον ἐκ Πειραιῶς.— Τὰ δημοτικὰ Σχολεῖα. <box>670 1440 907 1473</box>
article-text: Ὁ κ. Ἠλίας Ἰ. Οἰκονομόπουλος εἰδοποιεῖ τοὺς κ. κ. τῆς Σχολῆς τῶν Ἐφόρων Ἀξιωματικῶν ὅτι ἐν τῷ τεύχει τοῦ ἔργου του περὶ τῶν ἀξιωματικῶν καὶ λοιπῶν τοῦ πολέμου τοῦ 1897 ἐπισκέπτεται ἤδη ἀπὸ τὸν αὐτὸν καὶ τὰ πρῶτα δυνατὰ συνέκδοσις νὰ ἐκτελεσθῶσι ἐπὶ πλῆρες ἀνάλογον συγγραφῆς ἔργον ἐκ μέρους τῶν ἐνδιαφερομένων ὑποστηρίξεις ἀποδεκτὰς ἀπὸ τῶν Ἀξιωματικῶν καὶ λοιπῶν. <box>1253 207 1543 369</box>
subheadline: Ἐξέλιπεν ἀπὸ τῆς Σμακάνθης. <box>985 1486 1201 1502</box>
subheadline: Ἡ χθεσινὴ τῶν Πατρινῶν πανήγυρις. <box>958 1991 1228 2007</box>
newspaper-page <box>28 55 1554 2299</box>
article-text: Διαρκούσης τῆς κατασκευῆς τοῦ ὅλου κτιρίου ἐπιτρέπεται εἰς τὸν Ὑπουργὸν τῆς Δικαιοσύνης νὰ μεταφέρῃ εἰς συνεδεθὲν καὶ ἐγκαταστήσῃ ἐντὸς τοῦ Δικαστηρίου Ἐρίων τὴν διαμόρφωσιν τὸ δικαστήριον ἡ γραφεῖον. <box>339 643 629 723</box>
subheadline: Συνέντευξις Γολουχόφσκη καὶ Μουράβιεφ. — Ἡ Βερολίνειος γραμμή. <box>651 424 926 457</box>
ad-subtitle: ΤΩΝ ΣΙΔΗΡΟΔΡΟΜΩΝ Π·Α·Π· <box>1281 1225 1515 1242</box>
article-text: Ἡ ἐν Σόφια τῆς Βουλγαρίας Μακεδονικὴ Ἐπιτροπὴ προσεκάλεσεν ἅπαντας τοὺς ἐν τῇ πόλει ἐκεῖνῃ καὶ τῇ περιφερείᾳ αὐτῆς Μακεδόνας νὰ παρευρεθῶσιν εἰς δημοσίαν διάλεξιν, ἥτις θὰ ἐγένετο τὴν παρελθοῦσαν Κυριακήν εἰς τὸ ξενοδοχεῖον «Σβόμποδα» καὶ περὶ τῶν Μακεδόνων. Ὁμιληταὶ ἦσαν ὁ Δ. Ν. Κοσέσκης θὰ ὁμιλῇ περὶ τῶν σκέψεων καὶ γνωμῶν περὶ Μακεδόνων διάφορων συγγραφέων καὶ περὶ τῆς ἐνεστώσης καταστάσεως τῆς χώρας. <box>644 1031 933 1209</box>
subheadline: Παρὰ τὸ Κρυονέριον. — Ἐξηκολούθησε τὸν πλοῦν της. <box>953 1151 1233 1182</box>
headline-prosaraxis-paralou: ΠΡΟΣΑΡΑΞΙΣ ΤΗΣ «ΠΑΡΑΛΟΥ» <box>948 1097 1238 1148</box>
ad-text: Συνεργάται ἀπὸ 300 καλλιτεχνῶν καὶ περιέχει ὑπὲρ τὰ 160 φύλλα καὶ διατρ. 56 εἰς ἀντὰ λόγοις καὶ εὑρετήρια. <box>1259 1957 1538 2003</box>
article-text: τελείαν περάτωσιν αὐτοῦ μέχρι τῆς προσδιορισθείσης ἡμέρας, καθ᾽ ἣν θὰ τελεσθῶσι τὰ ἐγκαίνιά του. Τὸ ἐν λόγῳ μνημεῖον εἶνε λιθόκτιστον οἰκοδόμημα περικυκλούμενον ὑπὸ παχέος τοίχου καὶ ἀποτελοῦν περικαλλῆς παρεκκλήσιον. <box>644 55 933 151</box>
column-3 <box>637 55 941 2299</box>
article-text: Εἰς τὸν λιμένα τῶν Πειραιῶν κατεδεῖκεν ἕνας ἀλιεὺς ὅστις κατόπιν ἐκ τρῶν τῶν θαλασσίων αὐτῶν ἕκαστον ὃ ζῷον φαίνεται ὡς μέγα καὶ ἔχει εἰς ἕκαστον πλευρὰ ἀνὰ μέσον ἀρκετὰ τῷ ὄντι ἐκ τῶν φῶτων ζῴων, οἷα καὶ ἐν ἔκτας. Τὸ τέρας τοῦτο ὥρας πᾶσι ἐξητεῖτο τὸ ἐν τῇ γέννησιν αὐτοῦ. <box>1253 932 1543 1045</box>
subheadline: Ποῦ ἀπετάθη τὸ ὑπουργεῖον. — Ἡ τιμή. <box>951 787 1235 803</box>
column-4 <box>941 55 1246 2299</box>
advertisement-etairia-sidirodromon <box>1253 1172 1543 1755</box>
article-text: Ὁ πρόξενος ἀπήντησεν ὅτι εὗρεν ἐν Μιλάνῳ κατάστημα δυνάμενον νὰ προμηθεύσῃ ἐπαρκῆ πυρεῖα εἰς τὸ Κράτος, ἀλλὰ ζητεῖ τιμὰς πολὺ ὑψηλάς. <box>948 958 1238 1022</box>
article-text: Ἡ παλιννόστησις τῶν Ἡρακλειωτῶν πρόσφυγων ἀνεστάλη. <box>644 1406 933 1437</box>
headline-dikastikon-megaron: ΤΟ ΔΙΚΑΣΤΙΚΟΝ ΜΕΓΑΡΟΝ <box>35 1218 324 1289</box>
diamond-separator-icon: ◆ <box>1393 423 1403 438</box>
column-5 <box>1246 55 1550 2299</box>
ad-title: ΕΤΑΙΡΙΑ <box>1320 1183 1476 1219</box>
subheadline: Παρὰ τὴν Καλλιθέαν. — Ἀπηγχονίσθη μὲ τὸ ζωνάρι. <box>957 174 1229 206</box>
ad-text: Προκηρύσσεται δημοπρασία διὰ τὴν προμήθειαν τριακοσίων χιλιάδων ὀκάδων (ἀκ. 30 000) ἐλαιολάδου πρὸς χρῆσιν τῆς ὑπηρεσίας τῆς Ἑταιρίας Ἐνσφραγίστου προσφορᾶς ἀπευθυνομένης πρὸς τὴν ἐν Ἀθήναις Γεν. Διεύθυνσιν τῆς Ἑταιρίας θὰ γίνωνται δεκταὶ μέχρι τῆς 10 Δεκεμβρίου ἐ. ε. <box>1259 1245 1538 1353</box>
article-text: Τὸ Ὑπουργεῖον ἐκτὸς τῆς ἐγκυκλίου, ἣν ἀπέστειλεν χθὲς πρὸς τὰς διοικητικὰς καὶ οἰκονομικὰς Ἀρχὰς τῶν σταφιδοφόρων ἐπαρχιῶν πρὸς ἐξέλεγξιν ὅλων τῶν ἀποθηκῶν τῆς παρακρατήσεως, ἀπέστειλεν ἰδιαιτέρας ὁδηγίας πρὸς τὰς Ἀρχὰς τοῦ Πύργου. <box>339 1289 629 1386</box>
subheadline: Διαλέξεις εἰς Σόφιαν. <box>710 1012 867 1028</box>
diamond-separator-icon: ◆ <box>1393 895 1403 909</box>
headline-rosikon-mnimeion: ΤΟ ΡΩΣΙΚΟΝ ΜΝΗΜΕΙΟΝ <box>339 1926 629 1953</box>
column-1 <box>28 55 332 2299</box>
brief-title: Τὰ Θωρηκτά. <box>1345 548 1451 564</box>
article-text: Κατὰ χθεσινὰς πληροφορίας, ἡ παραίτησις τοῦ ὑπουργοῦ τοῦ Ἐμπορίου καὶ τῆς Γεωργίας κ. Βελίτσκοφ, ἐγένετο δεκτή, καθόσον ἐνέργεια ἐκ μέρους αὐτοῦ. Ἡ διεύθυνσις τοῦ ὑπουργείου τοῦ Ἐμπορίου τῆς Γεωργίας ἀνετέθη προσωρινῶς εἰς τὸν ὑπουργὸν τῶν Ἐξωτερικῶν κ. Ἠτσάνεφ. <box>339 1805 629 1918</box>
headline-palinnostisis-kriton: Η ΠΑΛΙΝΝΟΣΤΗΣΙΣ ΤΩΝ ΚΡΗΤΩΝ <box>644 1217 933 1267</box>
subheadline: Ἄλλαι παραστάσεις τῶν φοιτητῶν τῆς Ἰατρικῆς διὰ τὰς κενὰς ἕδρας. <box>343 1514 625 1546</box>
brief-title: Ὁ Λιμὴν τῆς Τήνου. <box>1320 442 1476 459</box>
headline-autoktoniai: ΑΙ ΧΘΕΣΙΝΑΙ ΑΥΤΟΚΤΟΝΙΑΙ <box>948 143 1238 171</box>
ad-source: (Ἐκ τοῦ γραφείου τῆς Ἑταιρίας) <box>1343 1730 1538 1745</box>
article-text: Ἐκτὸς τῆς ἀνωτέρω αὐτοκτονίας καὶ ἄλλη συνέβη περὶ τὴν 10 1/2 π. μ. εἰς τοὺς Ἀμπελοκήπους. Ὁ σαλπιγκτὴς τοῦ 1ου πεζικοῦ συντάγματος Εὐθύμιος Ἴσαρης ἐπυροβόλησεν ἑαυτὸν ἐν τῷ στρατῶνι του δι᾽ ὅπλου πεπληρωμένου καὶ ἐφονεύθη ἐπὶ τόπου. Αἴτια δὲ τῆς αὐτοκτονίας φέρονται λόγοι οἰκογενειακοί. <box>948 443 1238 571</box>
subheadline: Ἐν τῷ Ἀδριατικῷ πελάγει. — Καταποντισμὸς τοῦ αὐστριακοῦ πλοίου. <box>671 1870 906 1920</box>
article-text: Τούτου ἕνεκα τὸ ὑπουργεῖον τῶν Οἰκονομικῶν θὰ ἐγγράφου πρὸς τὸν ἐν Βενετίᾳ ἡμέτερον πρόξενον ἐζήτησε πληροφορίας περὶ τῆς τιμῆς τῶν πυρείων ἐν γένει ἐκεῖθεν μηνῶν. <box>948 874 1238 954</box>
ad-text: Ὁ εἰς δν παραχωρηθήσεται ἡ προμήθεια ὀφείλει νὰ καταθέσῃ εἰς τὸ Ταμεῖον τῆς Ἑταιρίας λόγῳ ἐγγυήσεως διὰ τὴν ἐκπλήρωσιν τῶν ὑποχρεώσεων αὐτοῦ δρχ. 3.000 εἰς μετρητὰ ἢ ὁμολογίας τοῦ προ 300 νοσον, ἐπισημασμένον ὡς πρὸς τὸ κατακύρωμα τῆς ἐπιτροπῆς περὶ τοῦ ὑποψηφίου τὴν παράδοσιν ἀπὸ τοῦ λογαριασμοῦ τῆς συμβάσεως. <box>1259 1356 1538 1497</box>
article-text: Καθ᾽ ὅσον ἐξακολουθεῖ ἡ μίσθωσις τὸ κτίριον εἶνε ἀπηλλαγμένον παντὸς φόρου οἰκοδομῶν. <box>339 507 629 555</box>
article-text: Ὁ κ. Πρωθυπουργὸς ἀνεκοίνωσε χθὲς πρὸς τοὺς ἐπισκεφθέντας αὐτὸν βουλευτάς, ὅτι τὸ διάταγμα τῆς διαλύσεως τῆς Βουλῆς θὰ δημοσιευθῇ τὴν τελευταίαν ἡμέραν τῆς λήξεως τῆς προθεσμίας τῆς ἀναβολῆς, ἤτοι τὴν 9ην Δεκεμβρίου, ὅτι δὲ αἱ ἐκλογαὶ θὰ ἐνεργηθοῦν τὴν 7ην προσεχοῦς Φεβρουαρίου. <box>35 791 324 904</box>
subheadline: Διὰ τοὺς κ. κ. Ἐφόρους Ἀξιωματικοὺς καὶ Ὑπαξιωματικούς. <box>1262 171 1535 204</box>
ad-title: ΗΜΕΡΟΛΟΓΙΟΝ ΤΟΥ 1899 <box>1280 1790 1516 1852</box>
headline-panolis: Η ΠΑΝΩΛΗΣ <box>948 1455 1238 1483</box>
headline-dialysis-voulis: Η ΔΙΑΛΥΣΙΣ ΤΗΣ ΒΟΥΛΗΣ <box>35 725 324 752</box>
section-label: Γεώργιος Γονίδης <box>1021 1659 1165 1676</box>
ad-date: Ἐν Ἀθήναις τῇ 27 Νοεμβρίου 1898. <box>1324 1710 1538 1725</box>
article-text: Εἰς τὸ ὑπουργεῖον τῶν Ναυτικῶν θὰ διαταχθῇ ἀνακρίσεις περὶ τῆς ἐξακριβώσεως τῆς εὐθύνης τοῦ κυβερνήτου τῆς «Παράλου». <box>948 1400 1238 1447</box>
subheadline: Ἡ παραίτησις τοῦ ὑπουργοῦ τοῦ Ἐμπορίου. <box>367 1768 601 1801</box>
brief-title: Ὁ κ. Λέων. <box>1356 1067 1441 1083</box>
subheadline: Ἀναχωρεῖ εἰς Θεσσαλίαν. <box>87 533 272 549</box>
article-text: Οἱ κυριώτεροι ὅροι τῆς συμβάσεως ταύτης εἶνε οἱ ἑξῆς: <box>35 1561 324 1593</box>
headline-parakratitika: ΤΑ ΠΑΡΑΚΡΑΤΗΤΙΚΑ <box>339 1064 629 1135</box>
brief-title: Ναυάγιον ἀλιεῦσι <box>1325 653 1471 670</box>
masthead-strip <box>0 0 1582 40</box>
